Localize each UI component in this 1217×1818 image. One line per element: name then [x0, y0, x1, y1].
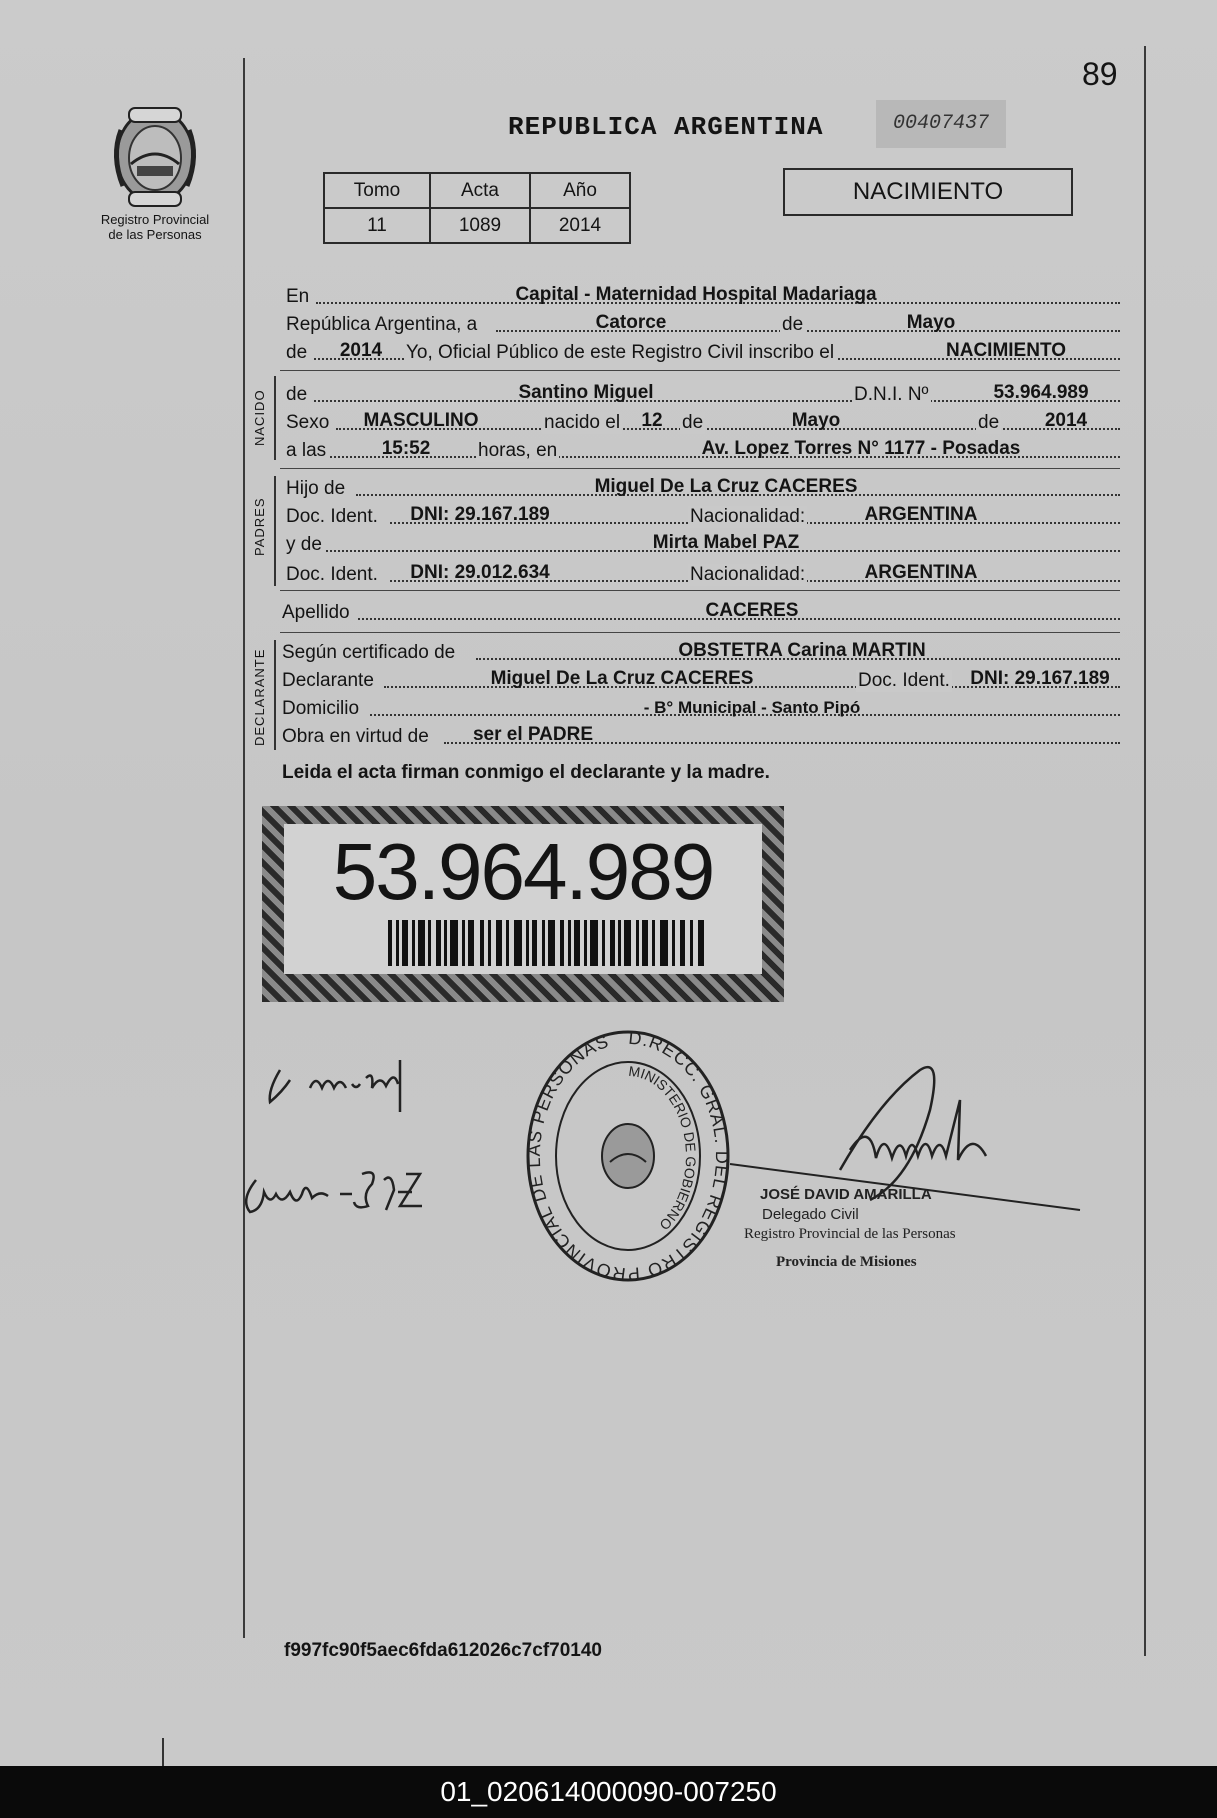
en-line: [286, 282, 1120, 310]
tomo-value: 11: [324, 208, 430, 243]
nacido-side-label: NACIDO: [252, 389, 267, 446]
official-role: Delegado Civil: [762, 1206, 859, 1223]
madre-signature: [236, 1150, 436, 1230]
dni-label: D.N.I. Nº: [854, 384, 929, 405]
domicilio-value: - B° Municipal - Santo Pipó: [643, 698, 861, 717]
anio-value: 2014: [530, 208, 630, 243]
day-value: Catorce: [595, 312, 667, 333]
de-label: de: [978, 412, 1000, 433]
de-label: de: [682, 412, 704, 433]
barcode-icon: [388, 920, 708, 966]
svg-text:MINISTERIO DE GOBIERNO: MINISTERIO DE GOBIERNO: [627, 1062, 700, 1234]
hora-line: [286, 436, 1120, 464]
en-label: En: [286, 286, 310, 307]
father-nationality-value: ARGENTINA: [864, 504, 978, 525]
official-stamp: [518, 1024, 738, 1294]
obra-label: Obra en virtud de: [282, 726, 429, 747]
declarante-side-label: DECLARANTE: [252, 648, 267, 746]
y-de-label: y de: [286, 534, 322, 555]
declarante-value: Miguel De La Cruz CACERES: [490, 668, 754, 689]
section-divider: [280, 590, 1120, 591]
declarante-label: Declarante: [282, 670, 374, 691]
act-type-box: NACIMIENTO: [783, 168, 1073, 216]
apellido-label: Apellido: [282, 602, 350, 623]
logo-caption-line1: Registro Provincial: [100, 212, 210, 227]
nacido-el-label: nacido el: [544, 412, 621, 433]
tomo-header: Tomo: [324, 173, 430, 208]
month-value: Mayo: [906, 312, 956, 333]
father-name-value: Miguel De La Cruz CACERES: [594, 476, 858, 497]
declarante-line: [282, 666, 1120, 694]
apellido-line: [282, 598, 1120, 626]
fecha-line: [286, 310, 1120, 338]
document-title: REPUBLICA ARGENTINA: [508, 112, 824, 142]
domicilio-line: [282, 694, 1120, 722]
inscribe-value: NACIMIENTO: [946, 340, 1066, 361]
child-name-value: Santino Miguel: [518, 382, 654, 403]
oficial-line: [286, 338, 1120, 366]
official-org: Registro Provincial de las Personas: [744, 1226, 956, 1242]
birth-year-value: 2014: [1044, 410, 1088, 431]
hijo-de-label: Hijo de: [286, 478, 346, 499]
right-margin-line: [1144, 46, 1146, 1656]
svg-text:D.RECC. GRAL. DEL REGISTRO PRO: D.RECC. GRAL. DEL REGISTRO PROVINCIAL DE LAS PERSONAS: [523, 1027, 733, 1285]
oficial-text: Yo, Oficial Público de este Registro Civil inscribo el: [406, 342, 835, 363]
place-value: Capital - Maternidad Hospital Madariaga: [515, 284, 877, 305]
nacido-bracket: [274, 376, 276, 460]
birth-day-value: 12: [641, 410, 663, 431]
document-hash: f997fc90f5aec6fda612026c7cf70140: [284, 1640, 602, 1661]
nombre-line: [286, 380, 1120, 408]
nacionalidad-label: Nacionalidad:: [690, 506, 806, 527]
page-number: 89: [1082, 56, 1118, 92]
mother-nationality-value: ARGENTINA: [864, 562, 978, 583]
nacionalidad-label: Nacionalidad:: [690, 564, 806, 585]
barcode-label: [284, 824, 762, 974]
obra-line: [282, 722, 1120, 750]
edge-mark: [162, 1738, 164, 1766]
father-doc-line: [286, 502, 1120, 530]
acta-value: 1089: [430, 208, 530, 243]
a-las-label: a las: [286, 440, 327, 461]
certificado-label: Según certificado de: [282, 642, 456, 663]
acta-header: Acta: [430, 173, 530, 208]
birth-place-value: Av. Lopez Torres N° 1177 - Posadas: [701, 438, 1021, 459]
section-divider: [280, 468, 1120, 469]
declarante-signature: [260, 1040, 430, 1120]
child-dni-value: 53.964.989: [993, 382, 1089, 403]
sexo-line: [286, 408, 1120, 436]
hijo-line: [286, 474, 1120, 502]
registry-table: [323, 172, 631, 244]
coat-of-arms-icon: [107, 100, 203, 212]
scan-filename-footer: 01_020614000090-007250: [0, 1766, 1217, 1818]
birth-month-value: Mayo: [791, 410, 841, 431]
mother-doc-line: [286, 560, 1120, 588]
de-label: de: [782, 314, 804, 335]
doc-ident-label: Doc. Ident.: [286, 564, 378, 585]
mother-doc-value: DNI: 29.012.634: [410, 562, 550, 583]
barcode-number: 53.964.989: [332, 827, 714, 916]
doc-ident-label: Doc. Ident.: [858, 670, 950, 691]
official-province: Provincia de Misiones: [776, 1254, 917, 1270]
certificado-value: OBSTETRA Carina MARTIN: [678, 640, 926, 661]
madre-line: [286, 530, 1120, 558]
sexo-label: Sexo: [286, 412, 330, 433]
left-margin-line: [243, 58, 245, 1638]
padres-bracket: [274, 476, 276, 586]
horas-en-label: horas, en: [478, 440, 558, 461]
republica-label: República Argentina, a: [286, 314, 478, 335]
anio-header: Año: [530, 173, 630, 208]
logo-caption-line2: de las Personas: [108, 227, 202, 242]
section-divider: [280, 370, 1120, 371]
declarante-bracket: [274, 640, 276, 750]
padres-side-label: PADRES: [252, 497, 267, 556]
closing-statement: Leida el acta firman conmigo el declarante y la madre.: [282, 762, 770, 783]
doc-ident-label: Doc. Ident.: [286, 506, 378, 527]
sexo-value: MASCULINO: [363, 410, 479, 431]
certificado-line: [282, 638, 1120, 666]
de-year-label: de: [286, 342, 308, 363]
section-divider: [280, 632, 1120, 633]
father-doc-value: DNI: 29.167.189: [410, 504, 550, 525]
obra-value: ser el PADRE: [472, 724, 594, 745]
registry-logo: [100, 100, 210, 242]
dni-barcode-sticker: [262, 806, 784, 1002]
declarante-doc-value: DNI: 29.167.189: [970, 668, 1110, 689]
mother-name-value: Mirta Mabel PAZ: [652, 532, 800, 553]
domicilio-label: Domicilio: [282, 698, 360, 719]
serial-number: 00407437: [876, 100, 1006, 148]
birth-time-value: 15:52: [381, 438, 431, 459]
official-name: JOSÉ DAVID AMARILLA: [760, 1186, 932, 1203]
apellido-value: CACERES: [705, 600, 799, 621]
de-label: de: [286, 384, 308, 405]
year-value: 2014: [339, 340, 383, 361]
